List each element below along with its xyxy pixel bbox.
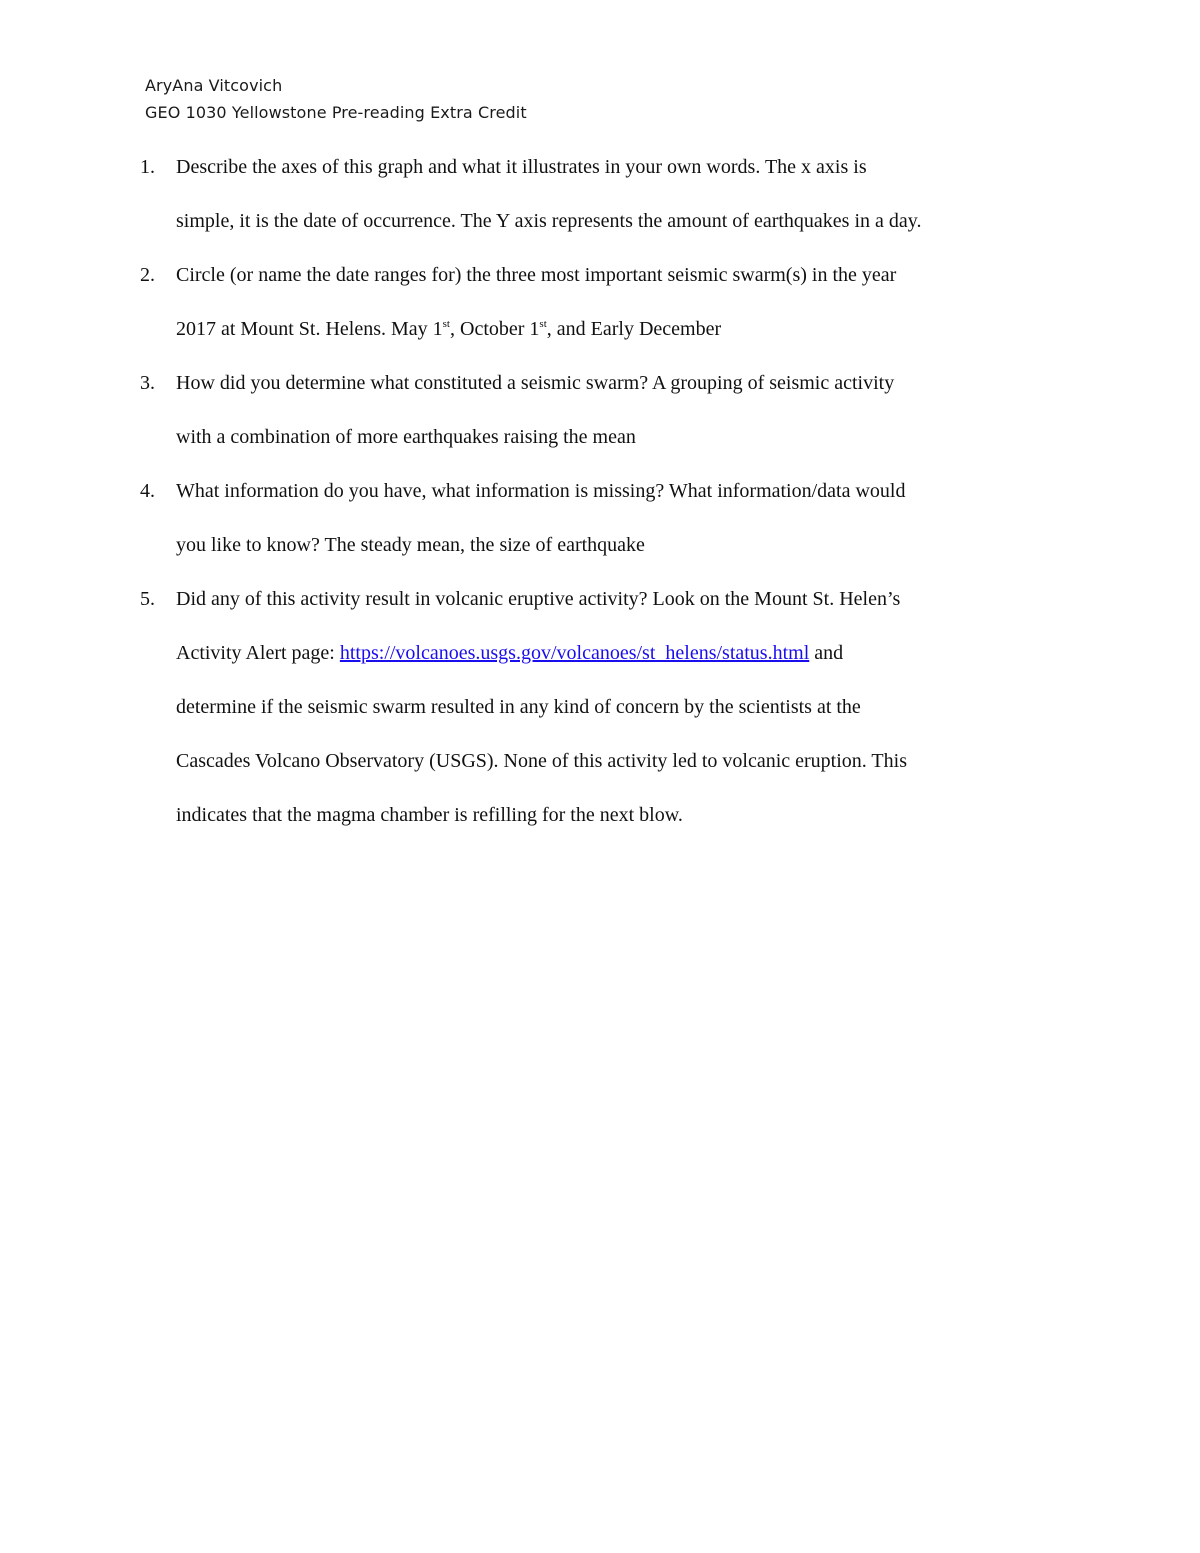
question-text: What information do you have, what information is missing? What information/data would: [176, 480, 906, 502]
question-text: How did you determine what constituted a seismic swarm? A grouping of seismic activity: [176, 372, 895, 394]
answer-text: , and Early December: [546, 318, 722, 340]
answer-text: you like to know? The steady mean, the size of earthquake: [176, 534, 645, 556]
superscript: st: [539, 318, 547, 330]
course-title: GEO 1030 Yellowstone Pre-reading Extra Credit: [145, 103, 527, 122]
answer-text: with a combination of more earthquakes raising the mean: [176, 426, 636, 448]
answer-line: [176, 302, 1060, 356]
question-number: 2.: [140, 264, 155, 286]
answer-text: Cascades Volcano Observatory (USGS). None of this activity led to volcanic eruption. This: [176, 750, 907, 772]
answer-text: indicates that the magma chamber is refilling for the next blow.: [176, 804, 683, 826]
question-text: Circle (or name the date ranges for) the three most important seismic swarm(s) in the year: [176, 264, 897, 286]
question-text: determine if the seismic swarm resulted in any kind of concern by the scientists at the: [176, 696, 861, 718]
question-item: [140, 572, 1060, 842]
question-number: 1.: [140, 156, 155, 178]
usgs-status-link[interactable]: https://volcanoes.usgs.gov/volcanoes/st_helens/status.html: [339, 642, 810, 664]
answer-text: , October 1: [450, 318, 540, 340]
question-line: [176, 626, 1060, 680]
question-text: Describe the axes of this graph and what it illustrates in your own words. The x axis is: [176, 156, 867, 178]
question-text: and: [809, 642, 844, 664]
document-header: [145, 72, 527, 126]
question-item: [140, 140, 1060, 248]
question-list: [140, 140, 1060, 842]
answer-text: simple, it is the date of occurrence. The Y axis represents the amount of earthquakes in a day.: [176, 210, 922, 232]
superscript: st: [442, 318, 450, 330]
question-item: [140, 356, 1060, 464]
question-text: Activity Alert page:: [176, 642, 340, 664]
question-item: [140, 464, 1060, 572]
question-number: 4.: [140, 480, 155, 502]
author-name: AryAna Vitcovich: [145, 76, 283, 95]
answer-text: 2017 at Mount St. Helens. May 1: [176, 318, 443, 340]
question-number: 5.: [140, 588, 155, 610]
question-text: Did any of this activity result in volcanic eruptive activity? Look on the Mount St. Helen’s: [176, 588, 901, 610]
question-item: [140, 248, 1060, 356]
question-number: 3.: [140, 372, 155, 394]
